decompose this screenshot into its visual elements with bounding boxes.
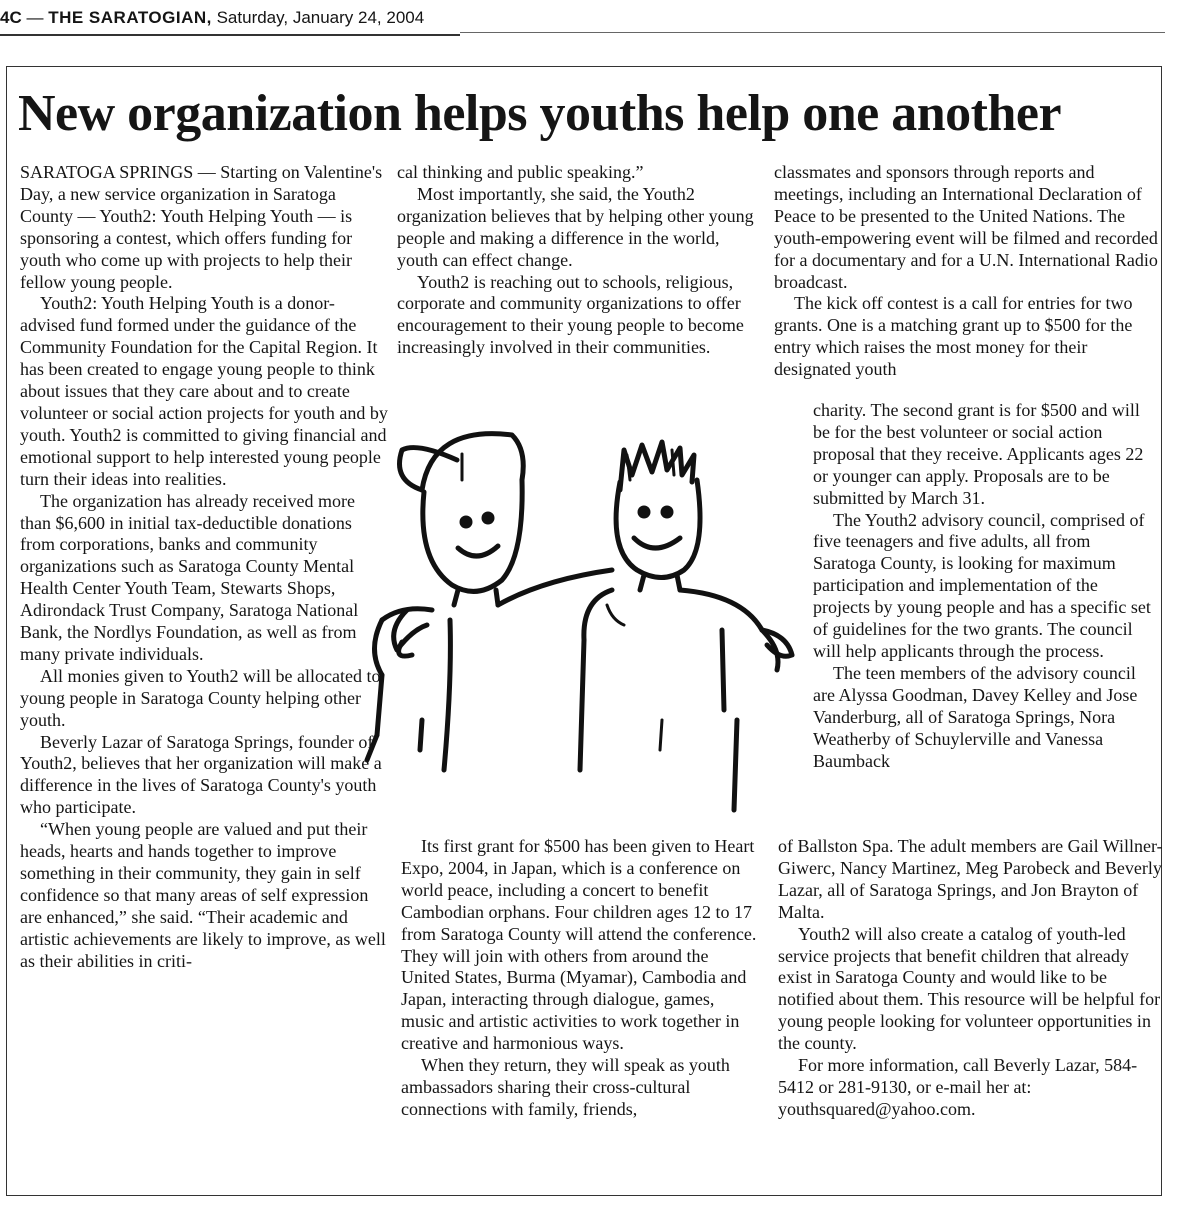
paragraph: classmates and sponsors through reports and meetings, including an International Declaration of Peace to be presented to the United Nations. The youth-empowering event will be filmed and recorded for a documentary and for a U.N. International Radio broadcast. xyxy=(774,162,1158,292)
paragraph: Its first grant for $500 has been given to Heart Expo, 2004, in Japan, which is a conference on world peace, including a concert to benefit Cambodian orphans. Four children ages 12 to 17 from Saratoga County will attend the conference. They will join with others from around the United States, Burma (Myamar), Cambodia and Japan, interacting through dialogue, games, music and artistic activities to work together in creative and harmonious ways. xyxy=(401,836,757,1054)
paragraph: The organization has already received more than $6,600 in initial tax-deductible donations from corporations, banks and community organizations such as Saratoga County Mental Health Center Youth Team, Stewarts Shops, Adirondack Trust Company, Saratoga National Bank, the Nordlys Foundation, as well as from many private individuals. xyxy=(20,490,359,664)
column-3-middle xyxy=(813,400,1153,772)
paragraph: Youth2: Youth Helping Youth is a donor-advised fund formed under the guidance of the Community Foundation for the Capital Region. It has been created to engage young people to think about issues that they care about and to create volunteer or social action projects for youth and by youth. Youth2 is committed to giving financial and emotional support to help interested young people turn their ideas into realities. xyxy=(20,293,388,489)
two-youths-illustration xyxy=(362,420,802,820)
paragraph: The teen members of the advisory council are Alyssa Goodman, Davey Kelley and Jose Vanderburg, all of Saratoga Springs, Nora Weatherby of Schuylerville and Vanessa Baumback xyxy=(813,662,1138,771)
paragraph: The Youth2 advisory council, comprised of five teenagers and five adults, all from Saratoga County, is looking for maximum participation and implementation of the projects by young people and has a specific set of guidelines for the two grants. The council will help applicants through the process. xyxy=(813,509,1151,661)
left-face xyxy=(423,480,522,591)
paragraph: of Ballston Spa. The adult members are Gail Willner-Giwerc, Nancy Martinez, Meg Parobeck and Beverly Lazar, all of Saratoga Springs, and Jon Brayton of Malta. xyxy=(778,836,1163,922)
top-rule xyxy=(460,32,1165,33)
column-3-bottom xyxy=(778,836,1163,1121)
paragraph: “When young people are valued and put their heads, hearts and hands together to improve something in their community, they gain in self confidence so that many areas of self expression are enhanced,” she said. “Their academic and artistic achievements are likely to improve, as well as their abilities in criti- xyxy=(20,819,386,971)
spiky-hair-icon xyxy=(620,442,694,490)
masthead xyxy=(0,8,460,36)
paragraph: cal thinking and public speaking.” xyxy=(397,162,644,182)
paragraph: For more information, call Beverly Lazar, 584-5412 or 281-9130, or e-mail her at: youthsquared@yahoo.com. xyxy=(778,1055,1138,1119)
column-2-bottom xyxy=(401,836,761,1121)
headline: New organization helps youths help one another xyxy=(18,85,1062,142)
paragraph: Most importantly, she said, the Youth2 organization believes that by helping other young people and making a difference in the world, youth can effect change. xyxy=(397,183,754,270)
column-1 xyxy=(20,162,388,973)
issue-date: Saturday, January 24, 2004 xyxy=(216,8,425,27)
cap-icon xyxy=(422,434,523,490)
right-face xyxy=(616,480,700,578)
masthead-dash: — xyxy=(26,8,44,27)
paragraph: When they return, they will speak as youth ambassadors sharing their cross-cultural connections with family, friends, xyxy=(401,1055,730,1119)
newspaper-name: THE SARATOGIAN, xyxy=(48,8,212,27)
paragraph: The kick off contest is a call for entries for two grants. One is a matching grant up to $500 for the entry which raises the most money for their designated youth xyxy=(774,293,1133,380)
page-number: 4C xyxy=(0,8,22,27)
paragraph: charity. The second grant is for $500 and will be for the best volunteer or social action proposal that they receive. Applicants ages 22 or younger can apply. Proposals are to be submitted by March 31. xyxy=(813,400,1144,508)
column-3-top xyxy=(774,162,1159,381)
paragraph: SARATOGA SPRINGS — Starting on Valentine's Day, a new service organization in Saratoga County — Youth2: Youth Helping Youth — is sponsoring a contest, which offers funding for youth who come up with projects to help their fellow young people. xyxy=(20,162,383,292)
paragraph: Youth2 will also create a catalog of youth-led service projects that benefit children that already exist in Saratoga County and would like to be notified about them. This resource will be helpful for young people looking for volunteer opportunities in the county. xyxy=(778,923,1161,1054)
paragraph: Youth2 is reaching out to schools, religious, corporate and community organizations to offer encouragement to their young people to become increasingly involved in their communities. xyxy=(397,271,744,358)
paragraph: Beverly Lazar of Saratoga Springs, founder of Youth2, believes that her organization will make a difference in the lives of Saratoga County's youth who participate. xyxy=(20,731,382,818)
column-2-top xyxy=(397,162,762,359)
paragraph: All monies given to Youth2 will be allocated to young people in Saratoga County helping other youth. xyxy=(20,665,381,730)
